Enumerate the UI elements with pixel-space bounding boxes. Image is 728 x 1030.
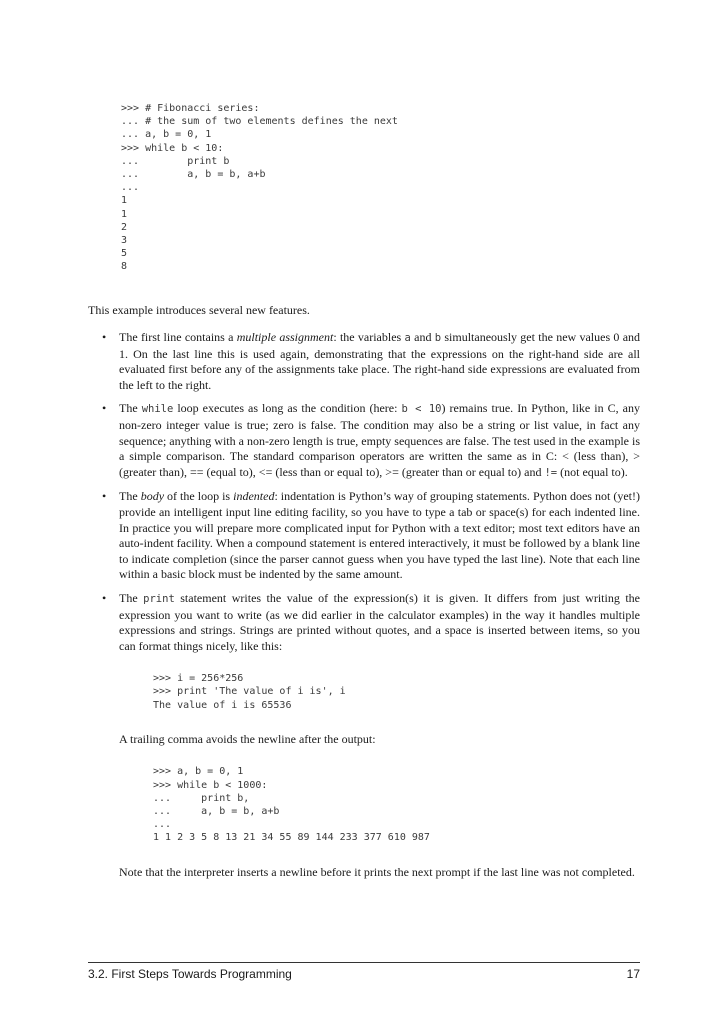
emphasis: body <box>140 489 165 504</box>
code-line: 2 <box>121 221 128 233</box>
trailing-comma-code-block <box>153 765 640 844</box>
footer-section-title: 3.2. First Steps Towards Programming <box>88 967 292 981</box>
code-line: ... <box>121 182 140 194</box>
intro-paragraph: This example introduces several new features. <box>88 303 310 317</box>
list-item-while-loop: • The while loop executes as long as the condition (here: b < 10) remains true. In Python, like in C, any non-zero integer value is true; zero is false. The condition may also be a string or list value, in fact any sequence; anything with a non-zero length is true, empty sequences are false. The test used in the example is a simple comparison. The standard comparison operators are written the same as in C: < (less than), > (greater than), == (equal to), <= (less than or equal to), >= (greater than or equal to) and != (not equal to). <box>88 401 640 481</box>
list-item-indentation: • The body of the loop is indented: indentation is Python’s way of grouping statements. Python does not (yet!) provide an intelligent input line editing facility, so you have to type a tab or space(s) for each indented line. In practice you will prepare more complicated input for Python with a text editor; most text editors have an auto-indent facility. When a compound statement is entered interactively, it must be followed by a blank line to indicate completion (since the parser cannot guess when you have typed the last line). Note that each line within a basic block must be indented by the same amount. <box>88 489 640 583</box>
code-line: >>> a, b = 0, 1 <box>153 766 244 778</box>
code-line: 3 <box>121 234 128 246</box>
code-line: >>> while b < 1000: <box>153 779 268 791</box>
code-line: 1 <box>121 208 128 220</box>
list-item-multiple-assignment: • The first line contains a multiple assignment: the variables a and b simultaneously get the new values 0 and 1. On the last line this is used again, demonstrating that the expressions on the right-hand side are all evaluated first before any of the assignments take place. The right-hand side expressions are evaluated from the left to the right. <box>88 330 640 393</box>
trailing-comma-paragraph: A trailing comma avoids the newline after the output: <box>119 731 376 746</box>
inline-code: b < 10 <box>401 403 442 416</box>
code-line: ... a, b = b, a+b <box>121 168 266 180</box>
code-line: 1 <box>121 195 128 207</box>
inline-code: while <box>141 403 174 416</box>
code-line: >>> i = 256*256 <box>153 673 244 685</box>
footer-divider <box>88 962 640 963</box>
code-line: ... <box>153 819 172 831</box>
code-line: 5 <box>121 248 128 260</box>
emphasis: multiple assignment <box>236 330 334 344</box>
inline-code: a <box>404 332 411 344</box>
code-line: ... print b <box>121 155 230 167</box>
newline-note-paragraph: Note that the interpreter inserts a newline before it prints the next prompt if the last line was not completed. <box>119 864 635 879</box>
code-line: 1 1 2 3 5 8 13 21 34 55 89 144 233 377 610 987 <box>153 832 430 844</box>
emphasis: indented <box>233 489 275 504</box>
code-line: ... a, b = 0, 1 <box>121 129 212 141</box>
print-example-code-block <box>153 672 640 712</box>
code-line: >>> # Fibonacci series: <box>121 103 260 114</box>
list-item-print-statement: • The print statement writes the value of the expression(s) it is given. It differs from just writing the expression you want to write (as we did earlier in the calculator examples) in the way it handles multiple expressions and strings. Strings are printed without quotes, and a space is inserted between items, so you can format things nicely, like this: >>> i = 256*256 >>> print 'The value of i is', i The value of i is 65536 A trailing comma avoids the newline after the output: >>> a, b = 0, 1 >>> while b < 1000: ... print b, ... a, b = b, a+b ... 1 1 2 3 5 8 13 21 34 55 89 144 233 377 610 987 Note that the interpreter inserts a newline before it prints the next prompt if the last line was not completed. <box>88 591 640 880</box>
code-line: >>> while b < 10: <box>121 142 224 154</box>
page-number: 17 <box>626 967 640 981</box>
inline-code: != <box>544 466 558 479</box>
fibonacci-code-block <box>121 102 398 273</box>
code-line: >>> print 'The value of i is', i <box>153 686 346 698</box>
code-line: The value of i is 65536 <box>153 699 292 711</box>
inline-code: b <box>434 332 442 344</box>
code-line: ... print b, <box>153 792 250 804</box>
feature-list <box>88 330 640 888</box>
code-line: ... # the sum of two elements defines the next <box>121 116 398 128</box>
inline-code: print <box>143 592 175 605</box>
code-line: ... a, b = b, a+b <box>153 806 280 817</box>
code-line: 8 <box>121 261 128 273</box>
